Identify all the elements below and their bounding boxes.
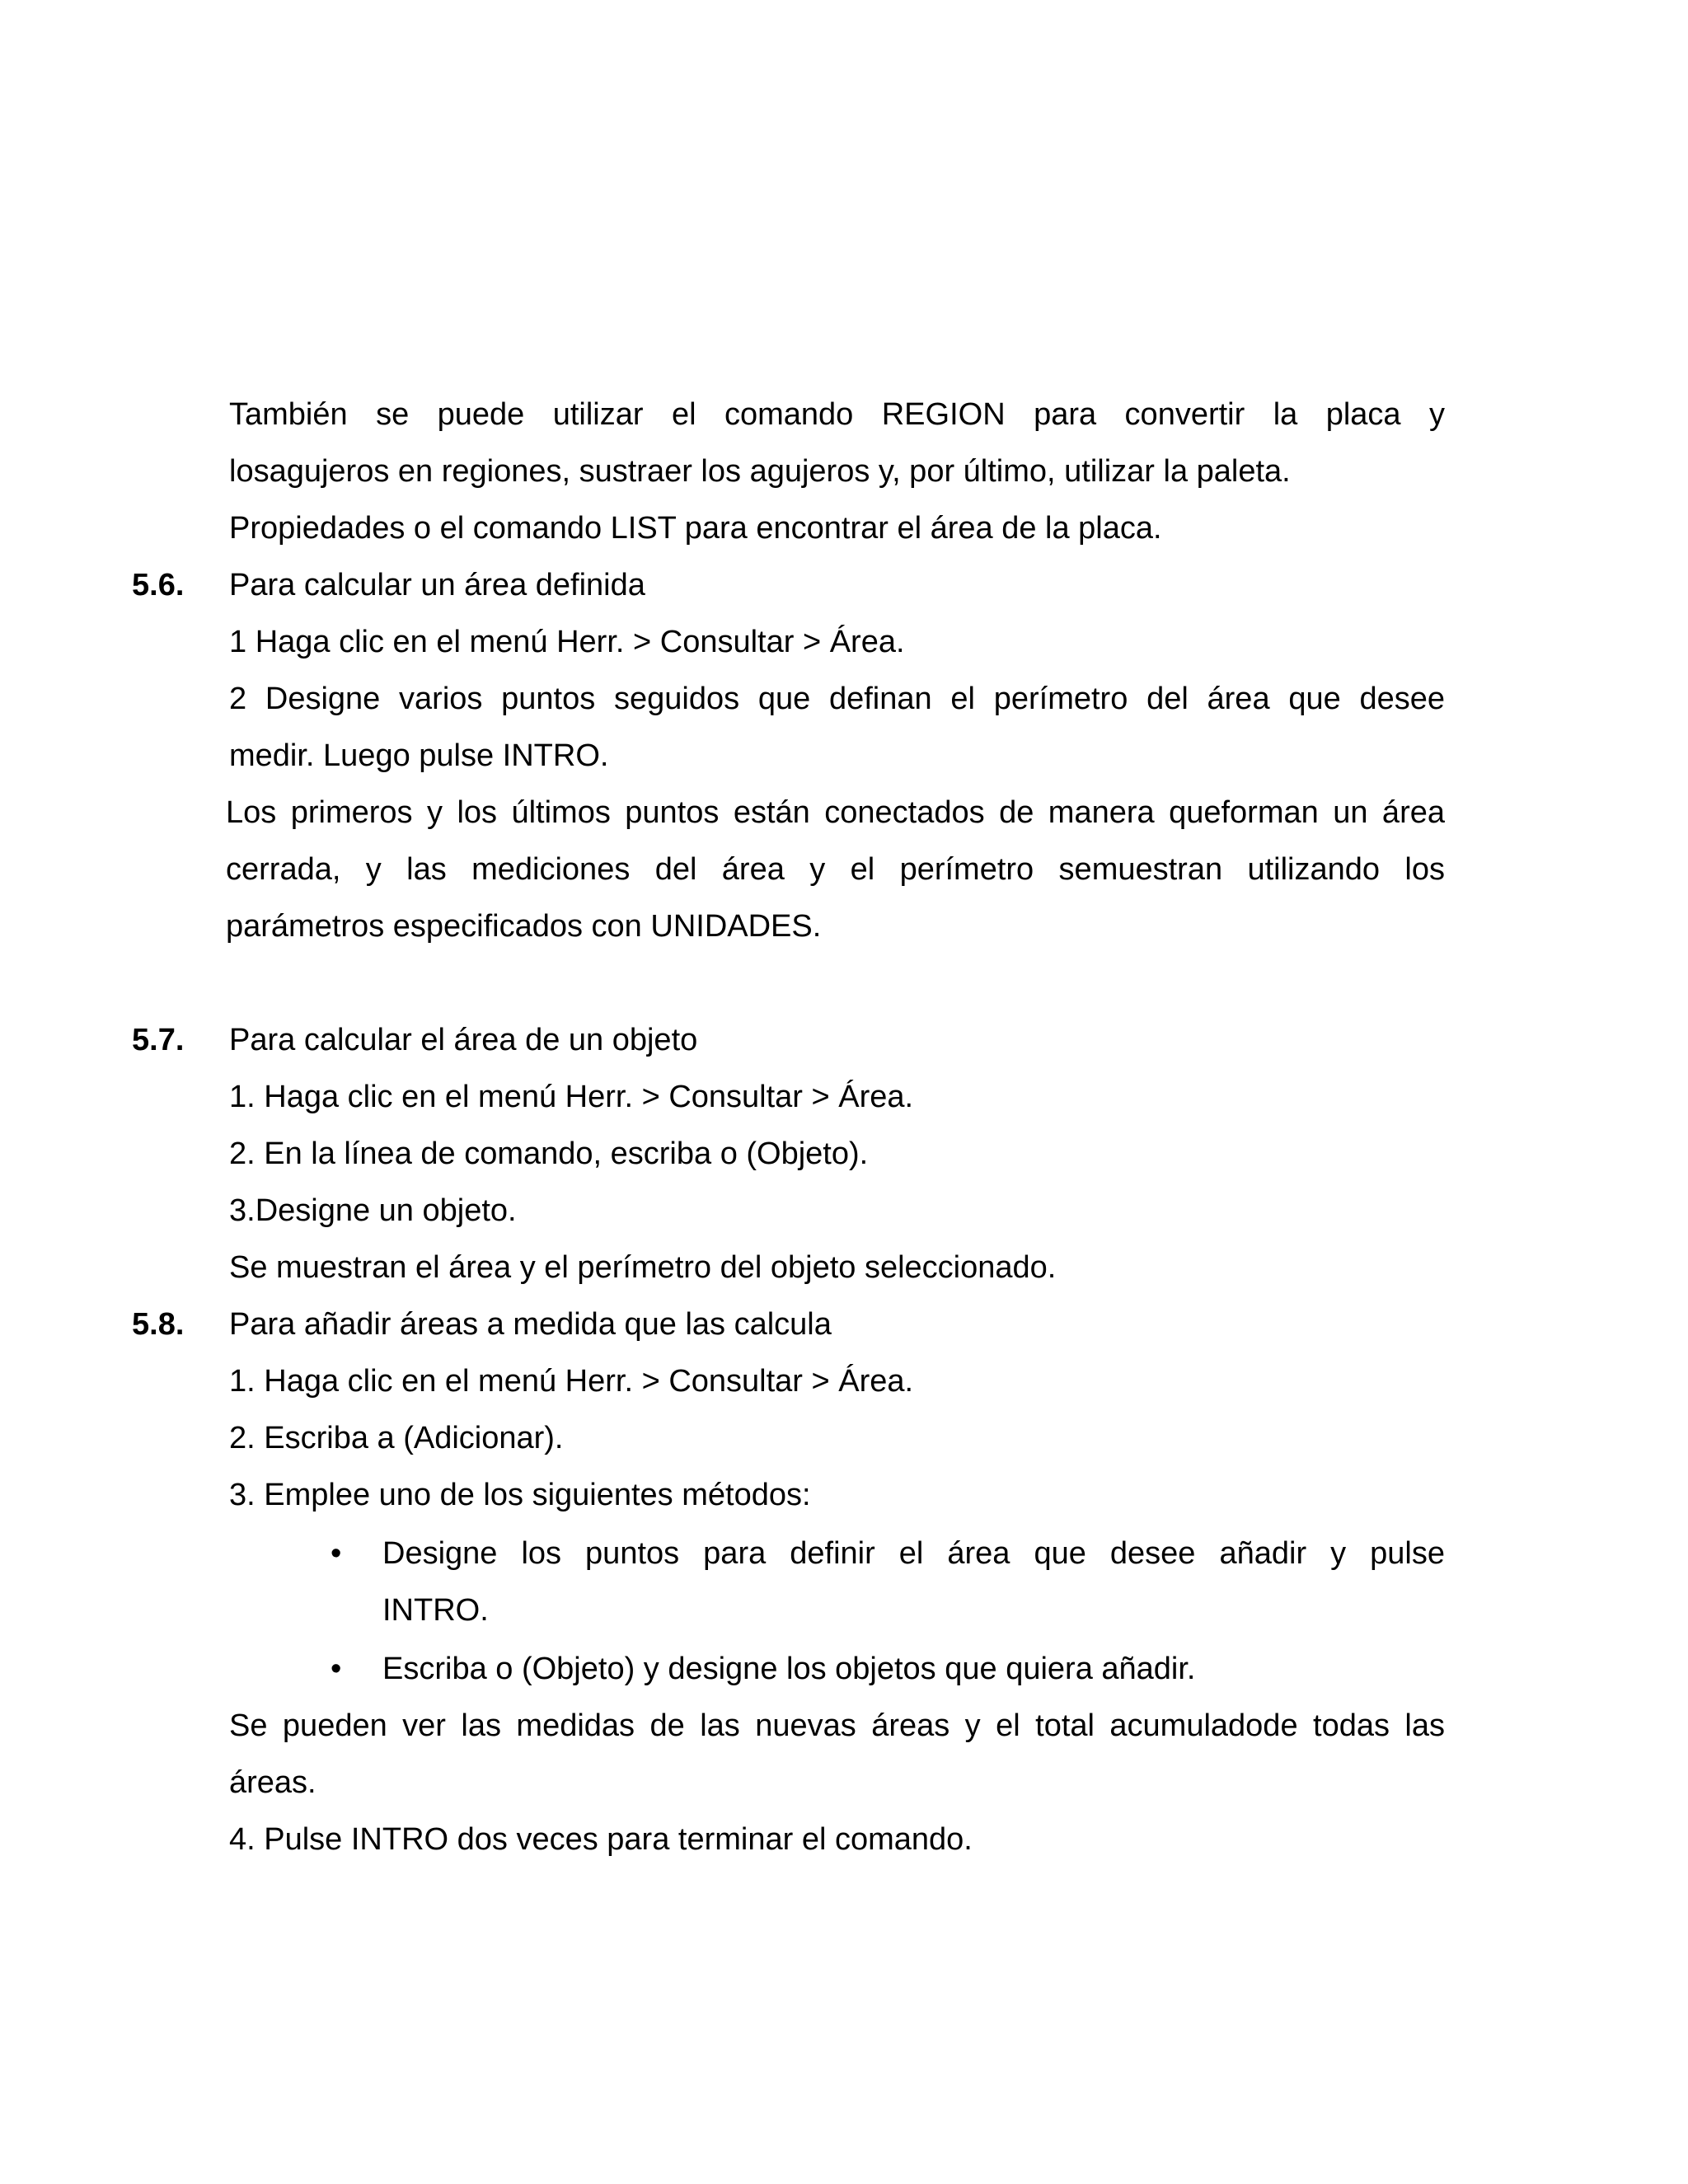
section-5-7-step-1: 1. Haga clic en el menú Herr. > Consultar > Área. <box>229 1080 914 1114</box>
section-5-6-step-2-line-1: 2 Designe varios puntos seguidos que definan el perímetro del área que desee <box>229 682 1445 716</box>
section-5-8-bullet-1-line-1: Designe los puntos para definir el área que desee añadir y pulse <box>382 1536 1445 1571</box>
section-5-6-step-1: 1 Haga clic en el menú Herr. > Consultar > Área. <box>229 625 905 659</box>
section-5-7-number: 5.7. <box>132 1023 185 1057</box>
section-5-6-title: Para calcular un área definida <box>229 568 645 602</box>
section-5-8-bullet-1-line-2: INTRO. <box>382 1593 489 1628</box>
section-5-7-title: Para calcular el área de un objeto <box>229 1023 698 1057</box>
section-5-8-number: 5.8. <box>132 1307 185 1342</box>
section-5-6-number: 5.6. <box>132 568 185 602</box>
section-5-8-result-line-1: Se pueden ver las medidas de las nuevas áreas y el total acumuladode todas las <box>229 1708 1445 1743</box>
section-5-6-note-line-1: Los primeros y los últimos puntos están conectados de manera queforman un área <box>226 795 1445 830</box>
section-5-6-step-2-line-2: medir. Luego pulse INTRO. <box>229 738 609 773</box>
section-5-8-result-line-2: áreas. <box>229 1765 316 1800</box>
section-5-7-step-3: 3.Designe un objeto. <box>229 1193 517 1228</box>
section-5-8-bullet-2: Escriba o (Objeto) y designe los objetos que quiera añadir. <box>382 1652 1196 1686</box>
section-5-7-step-2: 2. En la línea de comando, escriba o (Objeto). <box>229 1137 869 1171</box>
section-5-8-step-1: 1. Haga clic en el menú Herr. > Consultar > Área. <box>229 1364 914 1399</box>
bullet-icon: • <box>331 1652 342 1686</box>
section-5-6-note-line-2: cerrada, y las mediciones del área y el perímetro semuestran utilizando los <box>226 852 1445 887</box>
section-5-8-step-2: 2. Escriba a (Adicionar). <box>229 1421 564 1455</box>
section-5-7-result: Se muestran el área y el perímetro del objeto seleccionado. <box>229 1250 1057 1285</box>
intro-line-3: Propiedades o el comando LIST para encontrar el área de la placa. <box>229 511 1162 546</box>
bullet-icon: • <box>331 1536 342 1571</box>
section-5-6-note-line-3: parámetros especificados con UNIDADES. <box>226 909 822 944</box>
intro-line-2: losagujeros en regiones, sustraer los agujeros y, por último, utilizar la paleta. <box>229 454 1291 489</box>
section-5-8-step-3: 3. Emplee uno de los siguientes métodos: <box>229 1478 811 1512</box>
section-5-8-title: Para añadir áreas a medida que las calcula <box>229 1307 832 1342</box>
section-5-8-step-4: 4. Pulse INTRO dos veces para terminar el comando. <box>229 1822 973 1857</box>
intro-line-1: También se puede utilizar el comando REGION para convertir la placa y <box>229 397 1445 432</box>
